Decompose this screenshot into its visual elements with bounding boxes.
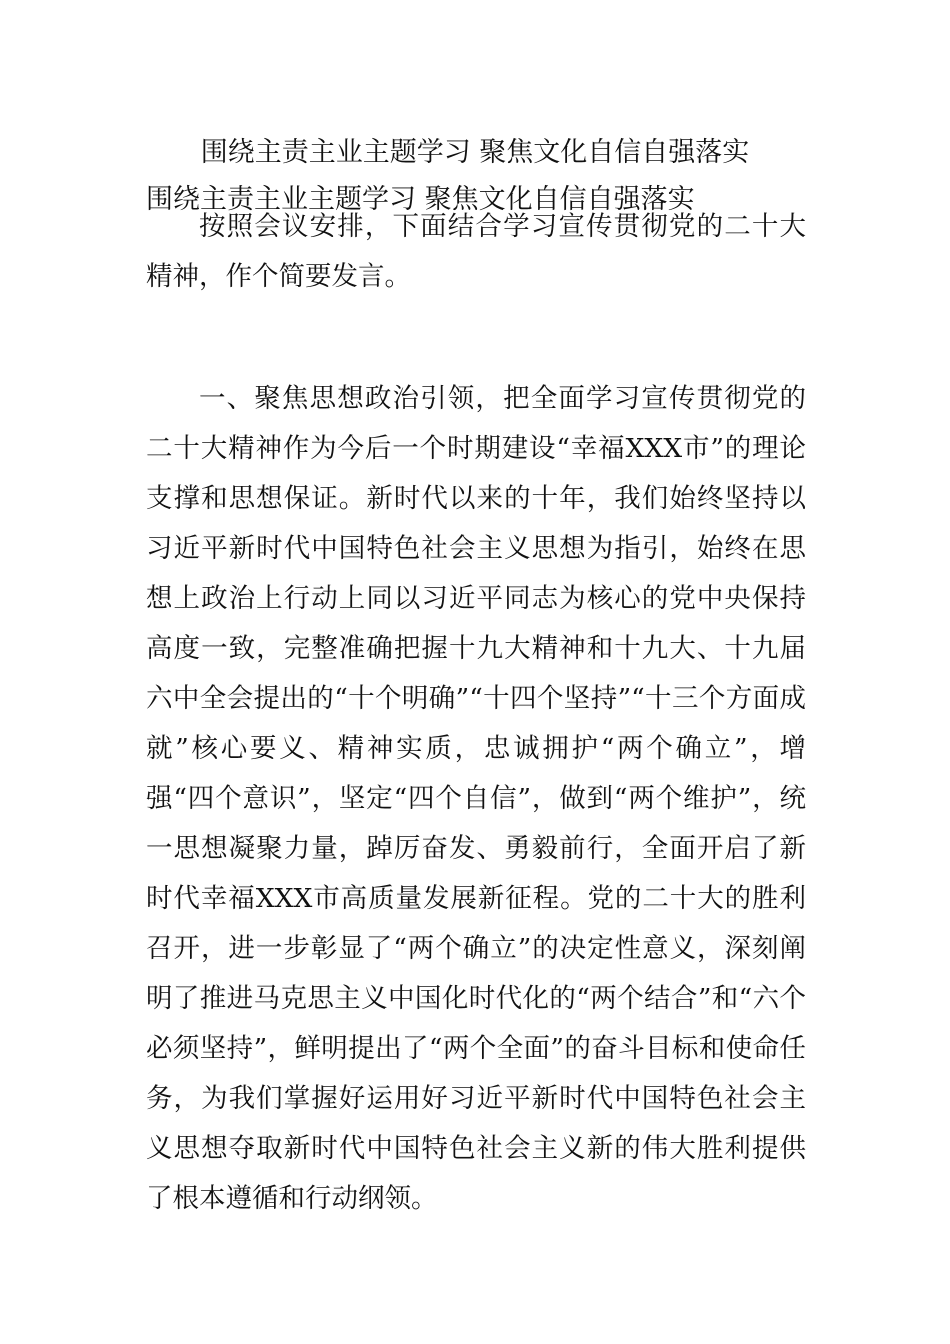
intro-paragraph: 按照会议安排，下面结合学习宣传贯彻党的二十大精神，作个简要发言。 [146,211,806,292]
section-one-paragraph: 一、聚焦思想政治引领，把全面学习宣传贯彻党的二十大精神作为今后一个时期建设“幸福XXX市”的理论支撑和思想保证。新时代以来的十年，我们始终坚持以习近平新时代中国特色社会主义思想为指引，始终在思想上政治上行动上同以习近平同志为核心的党中央保持高度一致，完整准确把握十九大精神和十九大、十九届六中全会提出的“十个明确”“十四个坚持”“十三个方面成就”核心要义、精神实质，忠诚拥护“两个确立”，增强“四个意识”，坚定“四个自信”，做到“两个维护”，统一思想凝聚力量，踔厉奋发、勇毅前行，全面开启了新时代幸福XXX市高质量发展新征程。党的二十大的胜利召开，进一步彰显了“两个确立”的决定性意义，深刻阐明了推进马克思主义中国化时代化的“两个结合”和“六个必须坚持”，鲜明提出了“两个全面”的奋斗目标和使命任务，为我们掌握好运用好习近平新时代中国特色社会主义思想夺取新时代中国特色社会主义新的伟大胜利提供了根本遵循和行动纲领。 [146,383,806,1214]
document-title-repeated: 围绕主责主业主题学习 聚焦文化自信自强落实 [146,184,695,215]
document-title-centered: 围绕主责主业主题学习 聚焦文化自信自强落实 [200,137,750,168]
